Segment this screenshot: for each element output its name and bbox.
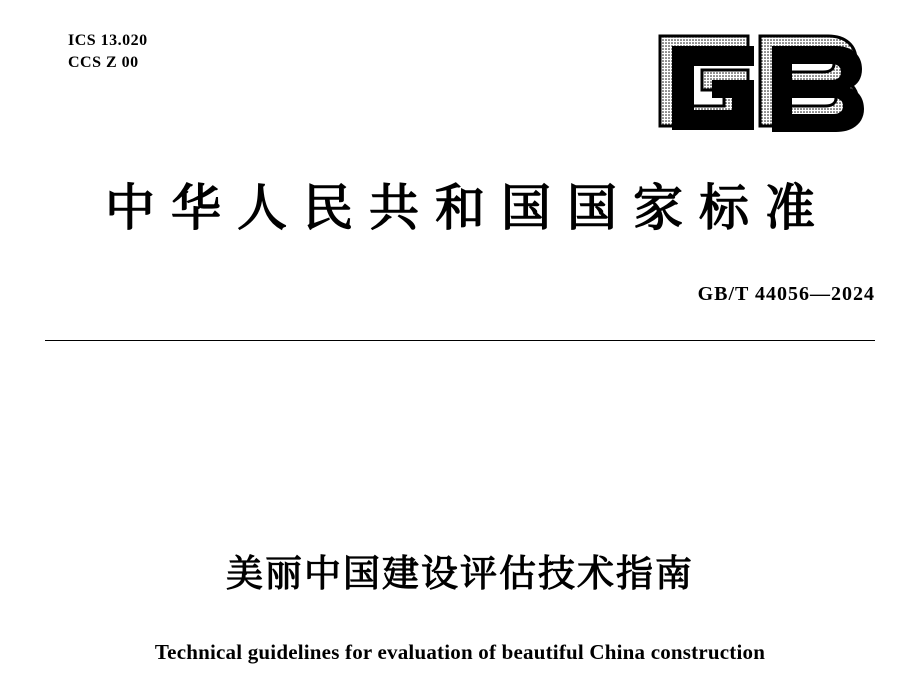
- document-title-english: Technical guidelines for evaluation of beautiful China construction: [154, 640, 766, 664]
- standard-number: GB/T 44056—2024: [697, 283, 875, 305]
- header-divider: [45, 340, 875, 341]
- document-title-chinese: 美丽中国建设评估技术指南: [226, 552, 694, 595]
- gb-national-standard-logo-icon: [650, 18, 865, 143]
- classification-codes: [68, 30, 148, 73]
- national-standard-heading: 中华人民共和国国家标准: [105, 178, 831, 237]
- ccs-code: CCS Z 00: [68, 53, 139, 71]
- ics-code: ICS 13.020: [68, 32, 148, 49]
